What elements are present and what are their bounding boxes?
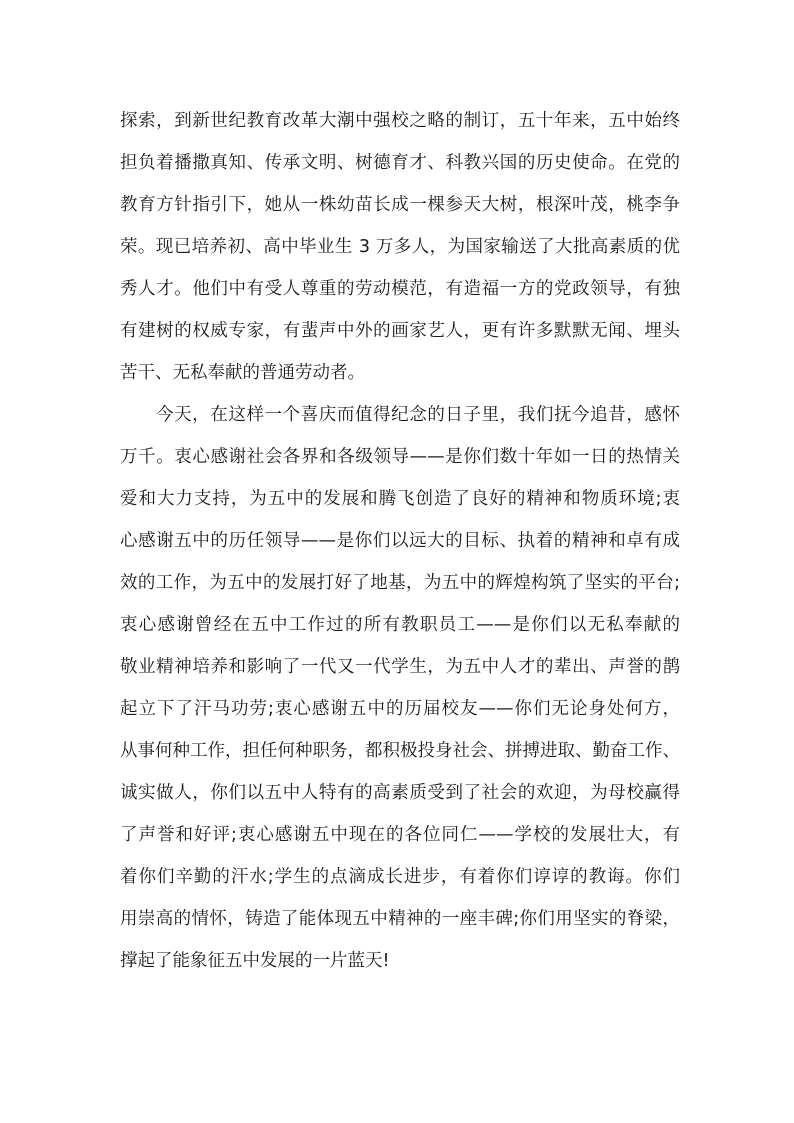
text-line: 荣。现已培养初、高中毕业生 3 万多人，为国家输送了大批高素质的优 <box>120 237 680 257</box>
text-line: 秀人才。他们中有受人尊重的劳动模范，有造福一方的党政领导，有独 <box>120 279 680 299</box>
text-line: 万千。衷心感谢社会各界和各级领导——是你们数十年如一日的热情关 <box>120 447 680 467</box>
text-line: 心感谢五中的历任领导——是你们以远大的目标、执着的精神和卓有成 <box>120 531 680 551</box>
text-line: 敬业精神培养和影响了一代又一代学生，为五中人才的辈出、声誉的鹊 <box>120 657 680 677</box>
paragraph-1 <box>120 100 680 394</box>
text-line: 担负着播撒真知、传承文明、树德育才、科教兴国的历史使命。在党的 <box>120 153 680 173</box>
text-line: 着你们辛勤的汗水;学生的点滴成长进步，有着你们谆谆的教诲。你们 <box>120 867 680 887</box>
text-line: 效的工作，为五中的发展打好了地基，为五中的辉煌构筑了坚实的平台; <box>120 573 680 593</box>
text-line: 苦干、无私奉献的普通劳动者。 <box>120 363 365 383</box>
text-line: 了声誉和好评;衷心感谢五中现在的各位同仁——学校的发展壮大，有 <box>120 825 680 845</box>
text-line: 有建树的权威专家，有蜚声中外的画家艺人，更有许多默默无闻、埋头 <box>120 321 680 341</box>
text-line: 衷心感谢曾经在五中工作过的所有教职员工——是你们以无私奉献的 <box>120 615 680 635</box>
paragraph-2 <box>120 394 680 982</box>
text-line: 从事何种工作，担任何种职务，都积极投身社会、拼搏进取、勤奋工作、 <box>120 741 680 761</box>
text-line: 教育方针指引下，她从一株幼苗长成一棵参天大树，根深叶茂，桃李争 <box>120 195 680 215</box>
text-line: 今天，在这样一个喜庆而值得纪念的日子里，我们抚今追昔，感怀 <box>156 405 680 425</box>
text-line: 用崇高的情怀，铸造了能体现五中精神的一座丰碑;你们用坚实的脊梁， <box>120 909 680 929</box>
text-line: 诚实做人，你们以五中人特有的高素质受到了社会的欢迎，为母校赢得 <box>120 783 680 803</box>
text-line: 探索，到新世纪教育改革大潮中强校之略的制订，五十年来，五中始终 <box>120 111 680 131</box>
body-text <box>120 100 680 982</box>
text-line: 撑起了能象征五中发展的一片蓝天! <box>120 951 390 971</box>
text-line: 爱和大力支持，为五中的发展和腾飞创造了良好的精神和物质环境;衷 <box>120 489 680 509</box>
text-line: 起立下了汗马功劳;衷心感谢五中的历届校友——你们无论身处何方， <box>120 699 680 719</box>
